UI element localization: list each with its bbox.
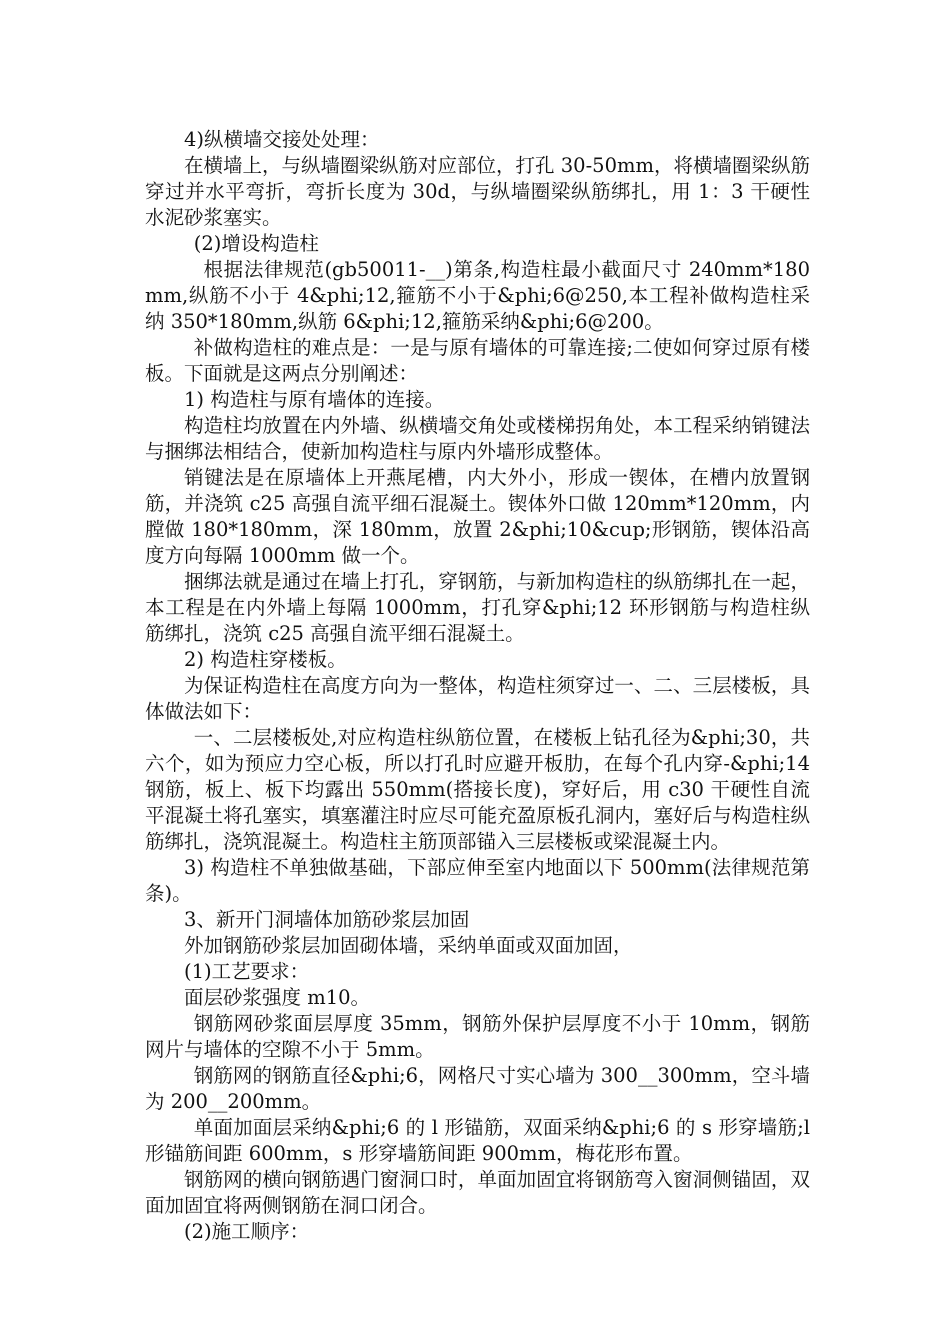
paragraph-16: (1)工艺要求： [184,960,310,983]
paragraph-5: 补做构造柱的难点是：一是与原有墙体的可靠连接;二使如何穿过原有楼板。下面就是这两点分别阐述： [145,336,810,385]
paragraph-10: 2) 构造柱穿楼板。 [184,648,347,671]
document-body [145,127,810,1245]
paragraph-17: 面层砂浆强度 m10。 [184,986,371,1009]
paragraph-7: 构造柱均放置在内外墙、纵横墙交角处或楼梯拐角处，本工程采纳销键法与捆绑法相结合，使新加构造柱与原内外墙形成整体。 [145,414,810,463]
paragraph-6: 1) 构造柱与原有墙体的连接。 [184,388,445,411]
paragraph-13: 3) 构造柱不单独做基础，下部应伸至室内地面以下 500mm(法律规范第条)。 [145,856,810,905]
paragraph-15: 外加钢筋砂浆层加固砌体墙，采纳单面或双面加固， [184,934,633,957]
paragraph-20: 单面加面层采纳&phi;6 的 l 形锚筋，双面采纳&phi;6 的 s 形穿墙筋;l 形锚筋间距 600mm，s 形穿墙筋间距 900mm，梅花形布置。 [145,1116,810,1165]
paragraph-19: 钢筋网的钢筋直径&phi;6，网格尺寸实心墙为 300__300mm，空斗墙为 200__200mm。 [145,1064,810,1113]
paragraph-1: 4)纵横墙交接处处理： [184,128,380,151]
paragraph-21: 钢筋网的横向钢筋遇门窗洞口时，单面加固宜将钢筋弯入窗洞侧锚固，双面加固宜将两侧钢筋在洞口闭合。 [145,1168,810,1217]
paragraph-14: 3、新开门洞墙体加筋砂浆层加固 [184,908,470,931]
paragraph-2: 在横墙上，与纵墙圈梁纵筋对应部位，打孔 30-50mm，将横墙圈梁纵筋穿过并水平弯折，弯折长度为 30d，与纵墙圈梁纵筋绑扎，用 1：3 干硬性水泥砂浆塞实。 [145,154,810,229]
paragraph-11: 为保证构造柱在高度方向为一整体，构造柱须穿过一、二、三层楼板，具体做法如下： [145,674,810,723]
paragraph-3: (2)增设构造柱 [193,232,319,255]
paragraph-12: 一、二层楼板处,对应构造柱纵筋位置，在楼板上钻孔径为&phi;30，共六个，如为预应力空心板，所以打孔时应避开板肋，在每个孔内穿-&phi;14 钢筋，板上、板下均露出 550mm(搭接长度)，穿好后，用 c30 干硬性自流平混凝土将孔塞实，填塞灌注时应尽可能充盈原板孔洞内，塞好后与构造柱纵筋绑扎，浇筑混凝土。构造柱主筋顶部锚入三层楼板或梁混凝土内。 [145,726,810,853]
paragraph-8: 销键法是在原墙体上开燕尾槽，内大外小，形成一锲体，在槽内放置钢筋，并浇筑 c25 高强自流平细石混凝土。锲体外口做 120mm*120mm，内膛做 180*180mm，深 180mm，放置 2&phi;10&cup;形钢筋，锲体沿高度方向每隔 1000mm 做一个。 [145,466,810,567]
paragraph-9: 捆绑法就是通过在墙上打孔，穿钢筋，与新加构造柱的纵筋绑扎在一起，本工程是在内外墙上每隔 1000mm，打孔穿&phi;12 环形钢筋与构造柱纵筋绑扎，浇筑 c25 高强自流平细石混凝土。 [145,570,810,645]
paragraph-18: 钢筋网砂浆面层厚度 35mm，钢筋外保护层厚度不小于 10mm，钢筋网片与墙体的空隙不小于 5mm。 [145,1012,810,1061]
paragraph-4: 根据法律规范(gb50011-__)第条,构造柱最小截面尺寸 240mm*180mm,纵筋不小于 4&phi;12,箍筋不小于&phi;6@250,本工程补做构造柱采纳 350*180mm,纵筋 6&phi;12,箍筋采纳&phi;6@200。 [145,258,810,333]
paragraph-22: (2)施工顺序： [184,1220,310,1243]
